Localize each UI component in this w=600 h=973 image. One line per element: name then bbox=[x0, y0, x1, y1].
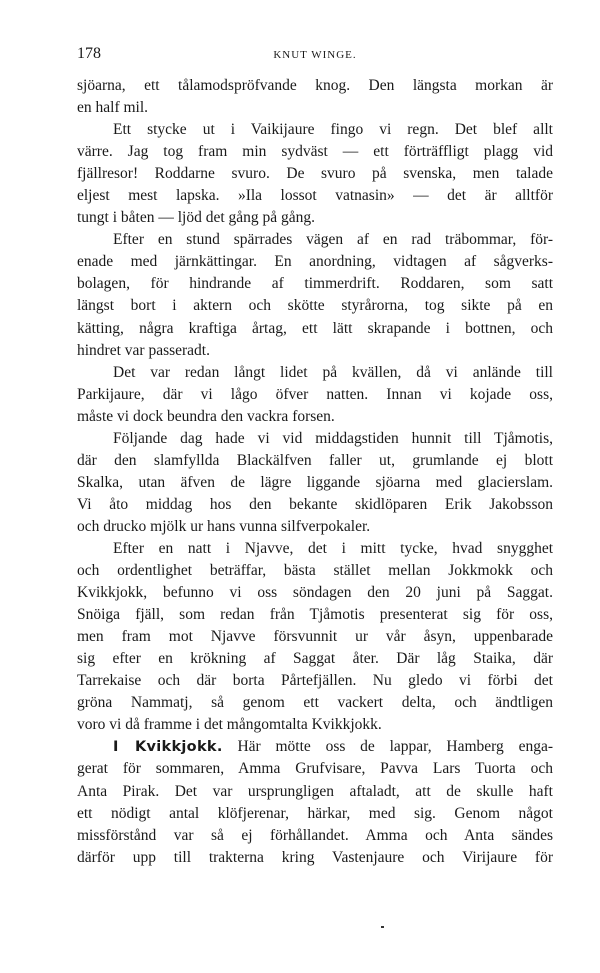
text-line: Parkijaure, där vi lågo öfver natten. Innan vi kojade oss, bbox=[77, 385, 553, 403]
text-line: därför upp till trakterna kring Vastenjaure och Virijaure för bbox=[77, 848, 553, 866]
text-line: sjöarna, ett tålamodspröfvande knog. Den längsta morkan är bbox=[77, 77, 553, 94]
page-header bbox=[77, 44, 553, 66]
text-line: hindret var passeradt. bbox=[77, 341, 210, 359]
text-line: Vi åto middag hos den bekante skidlöparen Erik Jakobsson bbox=[77, 495, 553, 513]
text-line: Efter en natt i Njavve, det i mitt tycke, hvad snygghet bbox=[113, 539, 553, 557]
text-line: Efter en stund spärrades vägen af en rad träbommar, för- bbox=[113, 231, 553, 249]
section-first-line bbox=[77, 736, 553, 758]
text-line: gerat för sommaren, Amma Grufvisare, Pavva Lars Tuorta och bbox=[77, 760, 553, 778]
text-line: Snöiga fjäll, som redan från Tjåmotis presenterat sig för oss, bbox=[77, 606, 553, 624]
running-head: KNUT WINGE. bbox=[273, 49, 357, 61]
text-line: Kvikkjokk, befunno vi oss söndagen den 20 juni på Saggat. bbox=[77, 584, 553, 602]
text-line: kätting, några kraftiga årtag, ett lätt skrapande i bottnen, och bbox=[77, 319, 553, 337]
text-line: voro vi då framme i det mångomtalta Kvikkjokk. bbox=[77, 716, 382, 734]
print-speck bbox=[381, 926, 384, 928]
page-number: 178 bbox=[77, 45, 101, 62]
text-line: och drucko mjölk ur hans vunna silfverpokaler. bbox=[77, 517, 371, 535]
text-line: gröna Nammatj, så genom ett vackert delta, och ändtligen bbox=[77, 694, 553, 712]
text-line: och ordentlighet beträffar, bästa stället mellan Jokkmokk och bbox=[77, 562, 553, 580]
section-first-line-text: Här mötte oss de lappar, Hamberg enga- bbox=[222, 738, 553, 756]
text-line: missförstånd var så ej förhållandet. Amma och Anta sändes bbox=[77, 826, 553, 844]
text-line: måste vi dock beundra den vackra forsen. bbox=[77, 407, 335, 425]
text-line: värre. Jag tog fram min sydväst — ett förträffligt plagg vid bbox=[77, 143, 553, 161]
body-text bbox=[77, 75, 553, 869]
text-line: ett nödigt antal klöfjerenar, härkar, med sig. Genom något bbox=[77, 804, 553, 822]
text-line: eljest mest lapska. »Ila lossot vatnasin» — det är alltför bbox=[77, 187, 553, 205]
text-line: Det var redan långt lidet på kvällen, då vi anlände till bbox=[113, 363, 553, 381]
text-line: Ett stycke ut i Vaikijaure fingo vi regn. Det blef allt bbox=[113, 121, 553, 139]
text-line: Anta Pirak. Det var ursprungligen aftaladt, att de skulle haft bbox=[77, 782, 553, 800]
text-line: tungt i båten — ljöd det gång på gång. bbox=[77, 209, 316, 227]
text-line: Följande dag hade vi vid middagstiden hunnit till Tjåmotis, bbox=[113, 429, 553, 447]
section-heading: I Kvikkjokk. bbox=[113, 739, 223, 756]
text-line: enade med järnkättingar. En anordning, vidtagen af sågverks- bbox=[77, 253, 553, 271]
text-line: men fram mot Njavve försvunnit ur vår åsyn, uppenbarade bbox=[77, 628, 553, 646]
text-line: där den slamfyllda Blackälfven faller ut, grumlande ej blott bbox=[77, 451, 553, 469]
text-line: fjällresor! Roddarne svuro. De svuro på svenska, men talade bbox=[77, 165, 553, 183]
text-line: Skalka, utan äfven de lägre liggande sjöarna med glacierslam. bbox=[77, 473, 553, 491]
text-line: längst bort i aktern och skötte styrårorna, tog sikte på en bbox=[77, 297, 553, 315]
text-line: bolagen, för hindrande af timmerdrift. Roddaren, som satt bbox=[77, 275, 553, 293]
text-line: Tarrekaise och där borta Pårtefjällen. Nu gledo vi förbi det bbox=[77, 672, 553, 690]
text-line: en half mil. bbox=[77, 99, 149, 117]
text-line: sig efter en krökning af Saggat åter. Där låg Staika, där bbox=[77, 650, 553, 668]
